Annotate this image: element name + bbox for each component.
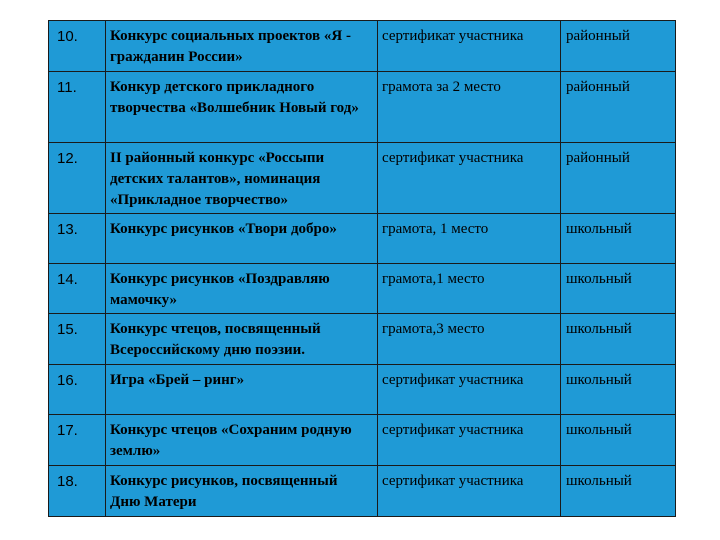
event-title: Конкурс чтецов «Сохраним родную землю» bbox=[106, 415, 378, 466]
award-cell: сертификат участника bbox=[378, 365, 561, 415]
level-cell: школьный bbox=[561, 214, 676, 264]
achievements-table bbox=[48, 20, 676, 517]
award-cell: сертификат участника bbox=[378, 466, 561, 517]
level-cell: школьный bbox=[561, 314, 676, 365]
level-cell: школьный bbox=[561, 466, 676, 517]
award-cell: грамота,1 место bbox=[378, 264, 561, 314]
award-cell: грамота за 2 место bbox=[378, 72, 561, 143]
table-row bbox=[49, 415, 676, 466]
row-number: 12. bbox=[49, 143, 106, 214]
table-row bbox=[49, 264, 676, 314]
level-cell: школьный bbox=[561, 264, 676, 314]
table-row bbox=[49, 214, 676, 264]
row-number: 14. bbox=[49, 264, 106, 314]
level-cell: районный bbox=[561, 143, 676, 214]
award-cell: грамота, 1 место bbox=[378, 214, 561, 264]
row-number: 13. bbox=[49, 214, 106, 264]
table-row bbox=[49, 72, 676, 143]
row-number: 15. bbox=[49, 314, 106, 365]
award-cell: сертификат участника bbox=[378, 21, 561, 72]
event-title: Конкурс чтецов, посвященный Всероссийскому дню поэзии. bbox=[106, 314, 378, 365]
row-number: 17. bbox=[49, 415, 106, 466]
event-title: Конкурс социальных проектов «Я - гражданин России» bbox=[106, 21, 378, 72]
level-cell: районный bbox=[561, 72, 676, 143]
event-title: Конкур детского прикладного творчества «Волшебник Новый год» bbox=[106, 72, 378, 143]
table-row bbox=[49, 21, 676, 72]
row-number: 10. bbox=[49, 21, 106, 72]
event-title: Конкурс рисунков, посвященный Дню Матери bbox=[106, 466, 378, 517]
table-row bbox=[49, 466, 676, 517]
level-cell: районный bbox=[561, 21, 676, 72]
award-cell: сертификат участника bbox=[378, 143, 561, 214]
row-number: 16. bbox=[49, 365, 106, 415]
row-number: 11. bbox=[49, 72, 106, 143]
event-title: Конкурс рисунков «Твори добро» bbox=[106, 214, 378, 264]
award-cell: грамота,3 место bbox=[378, 314, 561, 365]
table-row bbox=[49, 365, 676, 415]
event-title: II районный конкурс «Россыпи детских талантов», номинация «Прикладное творчество» bbox=[106, 143, 378, 214]
level-cell: школьный bbox=[561, 365, 676, 415]
event-title: Игра «Брей – ринг» bbox=[106, 365, 378, 415]
row-number: 18. bbox=[49, 466, 106, 517]
table-row bbox=[49, 314, 676, 365]
level-cell: школьный bbox=[561, 415, 676, 466]
event-title: Конкурс рисунков «Поздравляю мамочку» bbox=[106, 264, 378, 314]
table-row bbox=[49, 143, 676, 214]
award-cell: сертификат участника bbox=[378, 415, 561, 466]
